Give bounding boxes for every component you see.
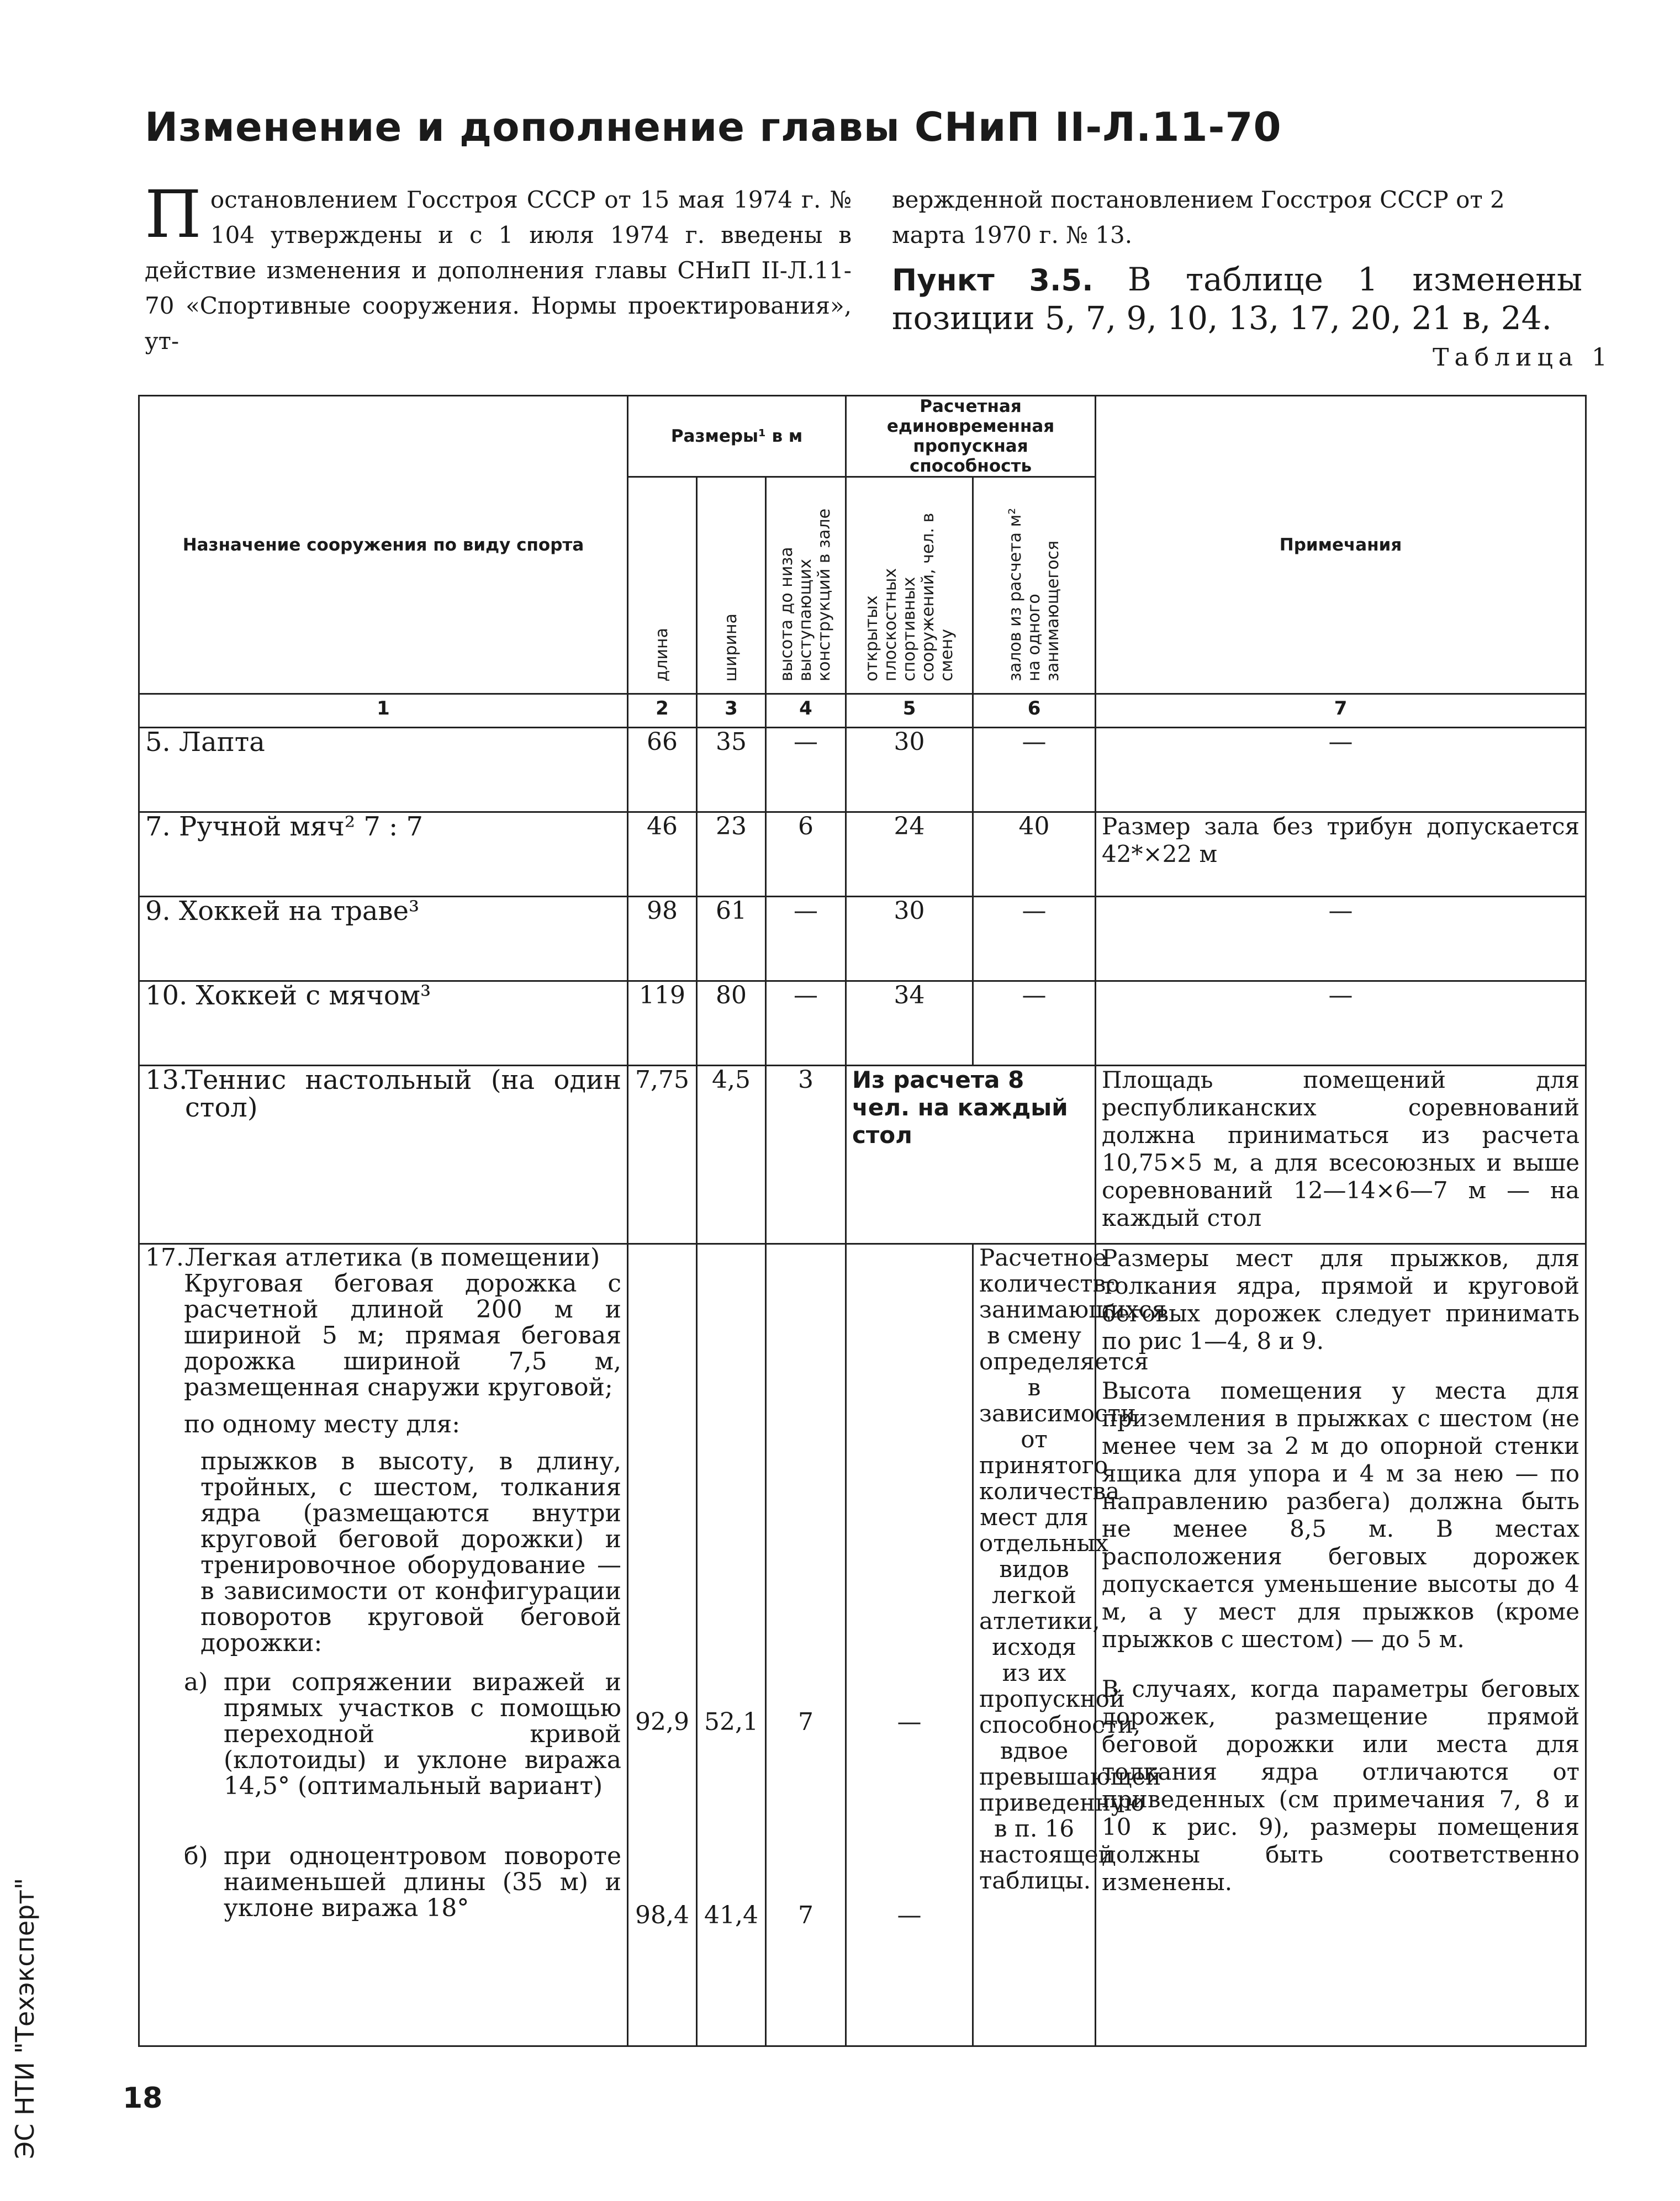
row-hall: —: [973, 728, 1096, 812]
header-width: ширина: [721, 613, 741, 681]
header-height: высота до низа выступающих конструкций в зале: [777, 508, 834, 681]
row-note: Площадь помещений для республиканских соревнований должна приниматься из расчета 10,75×5 м, а для всесоюзных и выше соревнований 12—14×6—7 м — на каждый стол: [1096, 1066, 1586, 1244]
row-jumps: прыжков в высоту, в длину, тройных, с шестом, толкания ядра (размещаются внутри круговой беговой дорожки) и тренировочное оборудование — в зависимости от конфигурации поворотов круговой беговой дорожки:: [200, 1447, 621, 1657]
variant-a-height: 7: [798, 1708, 814, 1736]
sidebar-watermark: ЭС НТИ "Техэксперт": [10, 1877, 40, 2159]
intro-continuation: [892, 182, 1582, 337]
col-num: 7: [1096, 694, 1586, 728]
row-height: —: [766, 728, 846, 812]
col-num: 6: [973, 694, 1096, 728]
page-number: 18: [123, 2082, 163, 2115]
table-row: [139, 897, 1586, 981]
header-length: длина: [652, 627, 672, 681]
header-halls: залов из расчета м² на одного занимающегося: [1005, 507, 1063, 681]
table-row: [139, 812, 1586, 897]
row-open: 24: [846, 812, 973, 897]
header-purpose: Назначение сооружения по виду спорта: [139, 396, 628, 694]
variant-a-label: а): [184, 1668, 208, 1696]
row-height: —: [766, 981, 846, 1066]
intro-left-text: остановлением Госстроя СССР от 15 мая 1974 г. № 104 утверждены и с 1 июля 1974 г. введены в действие изменения и дополнения главы СНиП II-Л.11-70 «Спортивные сооружения. Нормы проектирования», ут-: [145, 186, 852, 355]
row-open: [846, 1244, 973, 2046]
row-width: 35: [697, 728, 766, 812]
row-name: 5. Лапта: [139, 728, 628, 812]
row-height: 6: [766, 812, 846, 897]
intro-paragraph: [145, 176, 852, 359]
row-note: —: [1096, 981, 1586, 1066]
row-name: [139, 1066, 628, 1244]
row-height: 3: [766, 1066, 846, 1244]
row-length: 119: [628, 981, 697, 1066]
row-name: 10. Хоккей с мячом³: [139, 981, 628, 1066]
variant-a-open: —: [897, 1708, 922, 1736]
row-note-3: В случаях, когда параметры беговых дорожек, размещение прямой беговой дорожки или места для толкания ядра отличаются от приведенных (см примечания 7, 8 и 10 к рис. 9), размеры помещения должны быть соответственно изменены.: [1102, 1675, 1580, 1896]
col-num: 1: [139, 694, 628, 728]
row-length: 98: [628, 897, 697, 981]
punkt-paragraph: [892, 261, 1582, 337]
header-length-cell: [628, 477, 697, 694]
row-width: 4,5: [697, 1066, 766, 1244]
header-open-cell: [846, 477, 973, 694]
variant-b-length: 98,4: [635, 1901, 689, 1929]
header-halls-cell: [973, 477, 1096, 694]
row-note: —: [1096, 897, 1586, 981]
row-width: 80: [697, 981, 766, 1066]
header-sizes: Размеры¹ в м: [628, 396, 846, 477]
variant-a-text: при сопряжении виражей и прямых участков с помощью переходной кривой (клотоиды) и уклоне виража 14,5° (оптимальный вариант): [224, 1668, 621, 1800]
page-title: Изменение и дополнение главы СНиП II-Л.11-70: [145, 104, 1282, 150]
col-num: 3: [697, 694, 766, 728]
row-hall: 40: [973, 812, 1096, 897]
specs-table: [138, 395, 1587, 2047]
row-per-place: по одному месту для:: [184, 1410, 461, 1438]
row-open: 30: [846, 897, 973, 981]
punkt-label: Пункт 3.5.: [892, 263, 1093, 298]
row-length: [628, 1244, 697, 2046]
row-note: Размер зала без трибун допускается 42*×22 м: [1096, 812, 1586, 897]
table-row: [139, 981, 1586, 1066]
header-width-cell: [697, 477, 766, 694]
row-name: 7. Ручной мяч² 7 : 7: [139, 812, 628, 897]
table-label: Таблица 1: [1433, 343, 1613, 372]
row-name: 9. Хоккей на траве³: [139, 897, 628, 981]
row-note: [1096, 1244, 1586, 2046]
col-num: 5: [846, 694, 973, 728]
drop-cap: П: [145, 176, 202, 252]
row-width: 23: [697, 812, 766, 897]
row-width: 61: [697, 897, 766, 981]
variant-a-length: 92,9: [635, 1708, 689, 1736]
row-capacity: Из расчета 8 чел. на каждый стол: [846, 1066, 1096, 1244]
variant-b-text: при одноцентровом повороте наименьшей длины (35 м) и уклоне виража 18°: [224, 1842, 621, 1922]
row-open: 30: [846, 728, 973, 812]
row-num: 17.: [145, 1244, 184, 1272]
table-row-17: [139, 1244, 1586, 2046]
row-open: 34: [846, 981, 973, 1066]
row-note-2: Высота помещения у места для приземления в прыжках с шестом (не менее чем за 2 м до опорной стенки ящика для упора и 4 м за нею — по направлению разбега) должна быть не менее 8,5 м. В местах расположения беговых дорожек допускается уменьшение высоты до 4 м, а у мест для прыжков (кроме прыжков с шестом) — до 5 м.: [1102, 1377, 1580, 1653]
row-note: —: [1096, 728, 1586, 812]
row-length: 66: [628, 728, 697, 812]
row-hall: —: [973, 981, 1096, 1066]
header-capacity: Расчетная единовременная пропускная способность: [846, 396, 1096, 477]
col-num: 4: [766, 694, 846, 728]
variant-a-width: 52,1: [704, 1708, 758, 1736]
table-row-13: [139, 1066, 1586, 1244]
header-open: открытых плоскостных спортивных сооружений, чел. в смену: [862, 512, 957, 681]
row-name: [139, 1244, 628, 2046]
row-width: [697, 1244, 766, 2046]
row-height: [766, 1244, 846, 2046]
row-length: 46: [628, 812, 697, 897]
table-row: [139, 728, 1586, 812]
row-note-1: Размеры мест для прыжков, для толкания ядра, прямой и круговой беговых дорожек следует принимать по рис 1—4, 8 и 9.: [1102, 1245, 1580, 1355]
row-hall: Расчетное количество занимающихся в смену определяется в зависимости от принятого количества мест для отдельных видов легкой атлетики, исходя из их пропускной способности, вдвое превышающей приведенную в п. 16 настоящей таблицы.: [973, 1244, 1096, 2046]
column-numbers-row: [139, 694, 1586, 728]
row-hall: —: [973, 897, 1096, 981]
row-height: —: [766, 897, 846, 981]
header-notes: Примечания: [1096, 396, 1586, 694]
row-length: 7,75: [628, 1066, 697, 1244]
variant-b-width: 41,4: [704, 1901, 758, 1929]
row-title: Легкая атлетика (в помещении): [185, 1244, 600, 1272]
variant-b-label: б): [184, 1842, 208, 1870]
variant-b-height: 7: [798, 1901, 814, 1929]
row-num: 13.: [145, 1065, 188, 1096]
header-height-cell: [766, 477, 846, 694]
variant-b-open: —: [897, 1901, 922, 1929]
intro-right-text: вержденной постановлением Госстроя СССР от 2 марта 1970 г. № 13.: [892, 186, 1505, 248]
row-desc: Круговая беговая дорожка с расчетной длиной 200 м и шириной 5 м; прямая беговая дорожка шириной 7,5 м, размещенная снаружи круговой;: [184, 1269, 621, 1401]
row-name-text: Теннис настольный (на один стол): [185, 1065, 621, 1123]
col-num: 2: [628, 694, 697, 728]
punkt-text: В таблице 1 изменены позиции 5, 7, 9, 10, 13, 17, 20, 21 в, 24.: [892, 261, 1583, 337]
